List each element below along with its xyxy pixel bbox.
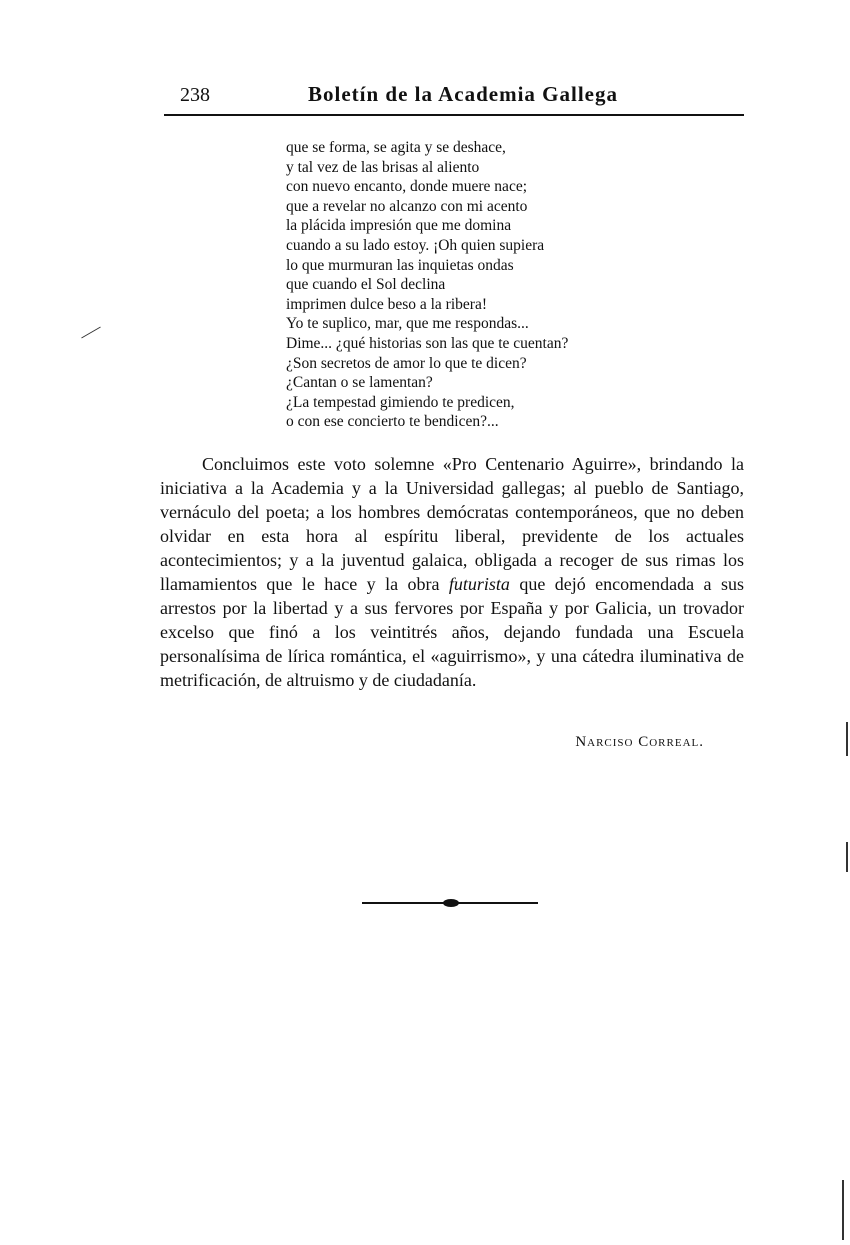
- poem-line: ¿Cantan o se lamentan?: [286, 374, 433, 392]
- paragraph-part-2: que dejó encomendada a sus arrestos por la libertad y a sus fervores por España y por Galicia, un trovador excelso que finó a los veintitrés años, dejando fundada una Escuela personalísima de lírica romántica, el «aguirrismo», y una cátedra iluminativa de metrificación, de altruismo y de ciudadanía.: [160, 574, 744, 690]
- poem-line: o con ese concierto te bendicen?...: [286, 413, 499, 431]
- closing-paragraph: [160, 452, 744, 692]
- poem-line: ¿La tempestad gimiendo te predicen,: [286, 393, 515, 411]
- poem-line: que se forma, se agita y se deshace,: [286, 139, 506, 156]
- poem-line: lo que murmuran las inquietas ondas: [286, 256, 514, 274]
- scan-mark: [81, 327, 101, 339]
- ornament-diamond: [443, 899, 459, 907]
- running-title: Boletín de la Academia Gallega: [308, 82, 618, 106]
- paragraph-part-1: Concluimos este voto solemne «Pro Centenario Aguirre», brindando la iniciativa a la Academia y a la Universidad gallegas; al pueblo de Santiago, vernáculo del poeta; a los hombres demócratas contemporáneos, que no deben olvidar en esta hora al espíritu liberal, previdente de los actuales acontecimientos; y a la juventud galaica, obligada a recoger de sus rimas los llamamientos que le hace y la obra: [160, 454, 744, 594]
- poem-line: imprimen dulce beso a la ribera!: [286, 295, 487, 313]
- page-number: 238: [180, 84, 210, 106]
- poem-line: que cuando el Sol declina: [286, 276, 446, 294]
- author-signature: Narciso Correal.: [575, 734, 704, 750]
- poem-block: [286, 138, 706, 432]
- scan-mark: [846, 722, 848, 756]
- header-rule: [164, 114, 744, 116]
- paragraph-text: [160, 452, 744, 692]
- poem-line: cuando a su lado estoy. ¡Oh quien supiera: [286, 236, 545, 254]
- poem-line: con nuevo encanto, donde muere nace;: [286, 178, 528, 196]
- poem-line: y tal vez de las brisas al aliento: [286, 158, 480, 176]
- poem-line: Yo te suplico, mar, que me respondas...: [286, 315, 529, 333]
- end-ornament: [362, 896, 538, 910]
- poem-line: ¿Son secretos de amor lo que te dicen?: [286, 354, 527, 372]
- paragraph-italic-word: futurista: [448, 574, 510, 594]
- poem-line: la plácida impresión que me domina: [286, 217, 512, 235]
- poem-line: que a revelar no alcanzo con mi acento: [286, 197, 528, 215]
- scan-mark: [842, 1180, 844, 1240]
- poem-line: Dime... ¿qué historias son las que te cuentan?: [286, 334, 569, 352]
- scan-mark: [846, 842, 848, 872]
